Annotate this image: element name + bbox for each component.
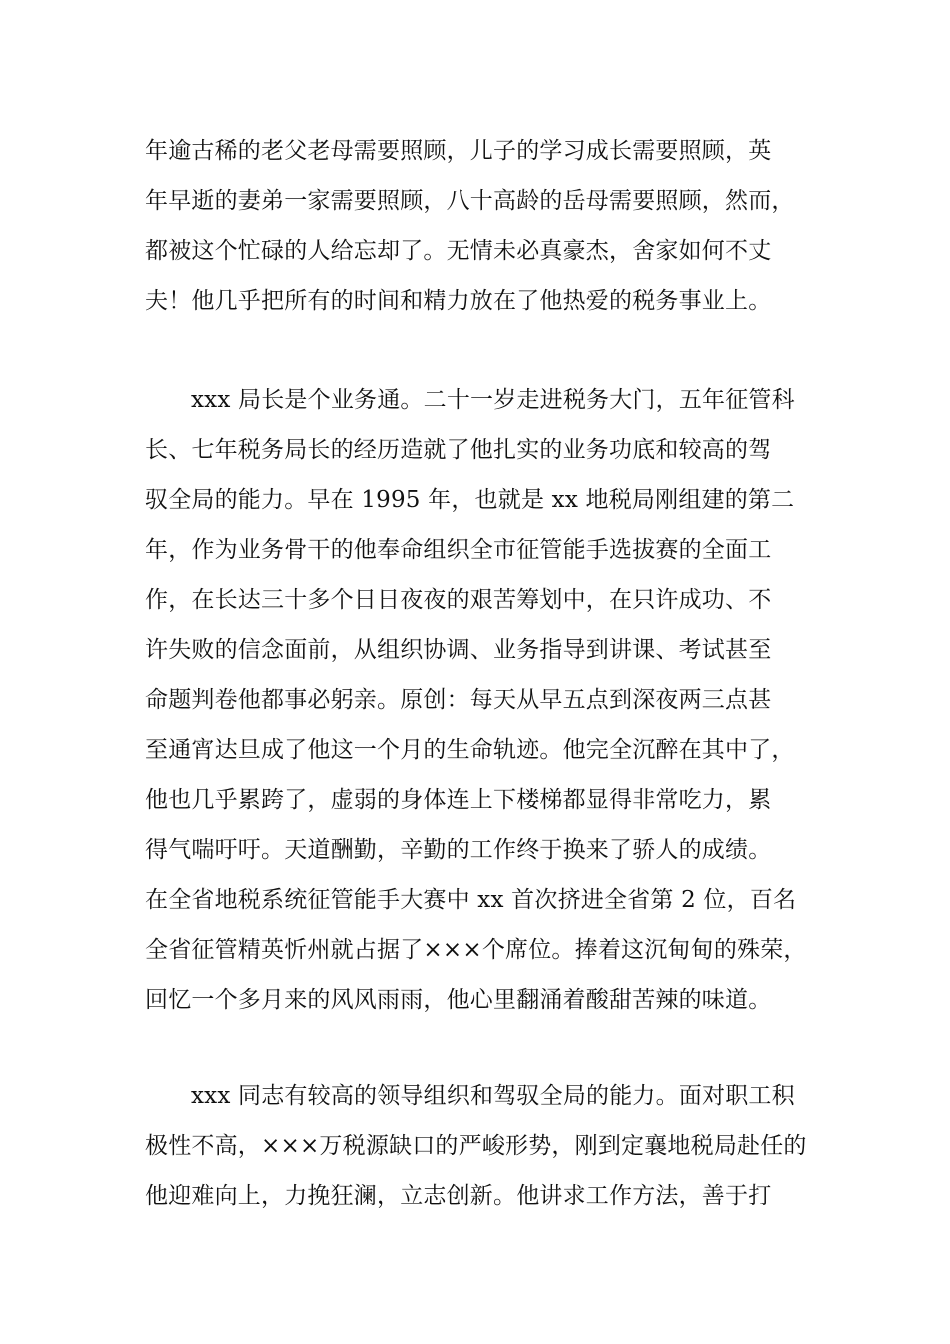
- text-line: 他也几乎累跨了，虚弱的身体连上下楼梯都显得非常吃力，累: [145, 787, 772, 813]
- text-line: 都被这个忙碌的人给忘却了。无情未必真豪杰，舍家如何不丈: [145, 238, 772, 264]
- text-line: 作，在长达三十多个日日夜夜的艰苦筹划中，在只许成功、不: [145, 587, 772, 613]
- text-line: 回忆一个多月来的风风雨雨，他心里翻涌着酸甜苦辣的味道。: [145, 987, 772, 1013]
- text-line: 年早逝的妻弟一家需要照顾，八十高龄的岳母需要照顾，然而，: [145, 188, 795, 214]
- text-line: 年逾古稀的老父老母需要照顾，儿子的学习成长需要照顾，英: [145, 138, 772, 164]
- text-line: 命题判卷他都事必躬亲。原创：每天从早五点到深夜两三点甚: [145, 687, 772, 713]
- text-line: 全省征管精英忻州就占据了×××个席位。捧着这沉甸甸的殊荣，: [145, 937, 807, 963]
- paragraph-3: [145, 1071, 825, 1221]
- text-line: 驭全局的能力。早在 1995 年，也就是 xx 地税局刚组建的第二: [145, 487, 795, 513]
- text-line: 在全省地税系统征管能手大赛中 xx 首次挤进全省第 2 位，百名: [145, 887, 797, 913]
- text-line: 夫！他几乎把所有的时间和精力放在了他热爱的税务事业上。: [145, 288, 772, 314]
- text-line: 得气喘吁吁。天道酬勤，辛勤的工作终于换来了骄人的成绩。: [145, 837, 772, 863]
- text-line: xxx 同志有较高的领导组织和驾驭全局的能力。面对职工积: [191, 1083, 795, 1109]
- text-line: 他迎难向上，力挽狂澜，立志创新。他讲求工作方法，善于打: [145, 1183, 772, 1209]
- text-line: xxx 局长是个业务通。二十一岁走进税务大门，五年征管科: [191, 387, 795, 413]
- text-line: 许失败的信念面前，从组织协调、业务指导到讲课、考试甚至: [145, 637, 772, 663]
- paragraph-1: [145, 126, 825, 326]
- paragraph-2: [145, 375, 825, 1025]
- text-line: 长、七年税务局长的经历造就了他扎实的业务功底和较高的驾: [145, 437, 772, 463]
- text-line: 极性不高，×××万税源缺口的严峻形势，刚到定襄地税局赴任的: [145, 1133, 807, 1159]
- text-line: 年，作为业务骨干的他奉命组织全市征管能手选拔赛的全面工: [145, 537, 772, 563]
- text-line: 至通宵达旦成了他这一个月的生命轨迹。他完全沉醉在其中了，: [145, 737, 795, 763]
